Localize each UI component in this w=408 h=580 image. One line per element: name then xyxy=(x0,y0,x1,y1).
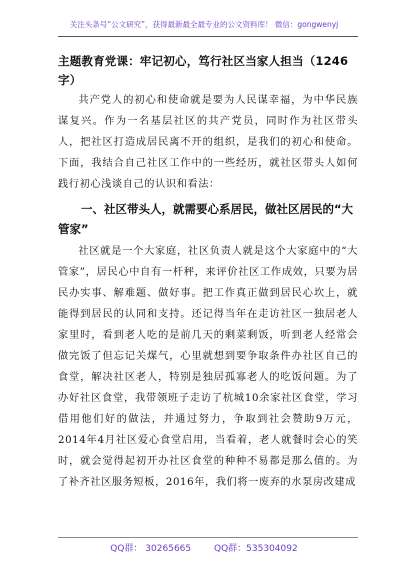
footer xyxy=(0,541,408,554)
document-body xyxy=(58,52,358,493)
paragraph-body: 社区就是一个大家庭，社区负责人就是这个大家庭中的“大管家”，居民心中自有一杆秤，来评价社区工作成效，只要为居民办实事、解难题、做好事。把工作真正做到居民心坎上，就能得到居民的认同和支持。还记得当年在走访社区一独居老人家里时，看到老人吃的是前几天的剩菜剩饭，听到老人经常会做完饭了但忘记关煤气，心里就想到要争取条件办社区自己的食堂，解决社区老人，特别是独居孤寡老人的吃饭问题。为了办好社区食堂，我带领班子走访了杭城10余家社区食堂，学习借用他们好的做法，并通过努力，争取到社会赞助9万元，2014年4月社区爱心食堂启用，当看着，老人就餐时会心的笑时，就会觉得起初开办社区食堂的种种不易都是那么值的。为了补齐社区服务短板，2016年，我们将一废弃的水泵房改建成 xyxy=(58,246,358,488)
footer-divider xyxy=(58,537,358,538)
paragraph-intro: 共产党人的初心和使命就是要为人民谋幸福，为中华民族谋复兴。作为一名基层社区的共产党员，同时作为社区带头人，把社区打造成居民离不开的组织，是我们的初心和使命。下面，我结合自己社区工作中的一些经历，就社区带头人如何践行初心浅谈自己的认识和看法： xyxy=(58,95,358,190)
header-banner: 关注头条号“公文研究”，获得最新最全最专业的公文资料库！ 微信：gongwenyj xyxy=(69,20,339,29)
document-title: 主题教育党课：牢记初心，笃行社区当家人担当（1246字） xyxy=(58,54,349,87)
footer-qq-group-2: QQ群：535304092 xyxy=(214,544,298,554)
section-heading-1: 一、社区带头人，就需要心系居民，做社区居民的“大管家” xyxy=(58,202,354,236)
header-divider xyxy=(58,36,358,37)
footer-qq-group-1: QQ群： 30265665 xyxy=(110,544,192,554)
